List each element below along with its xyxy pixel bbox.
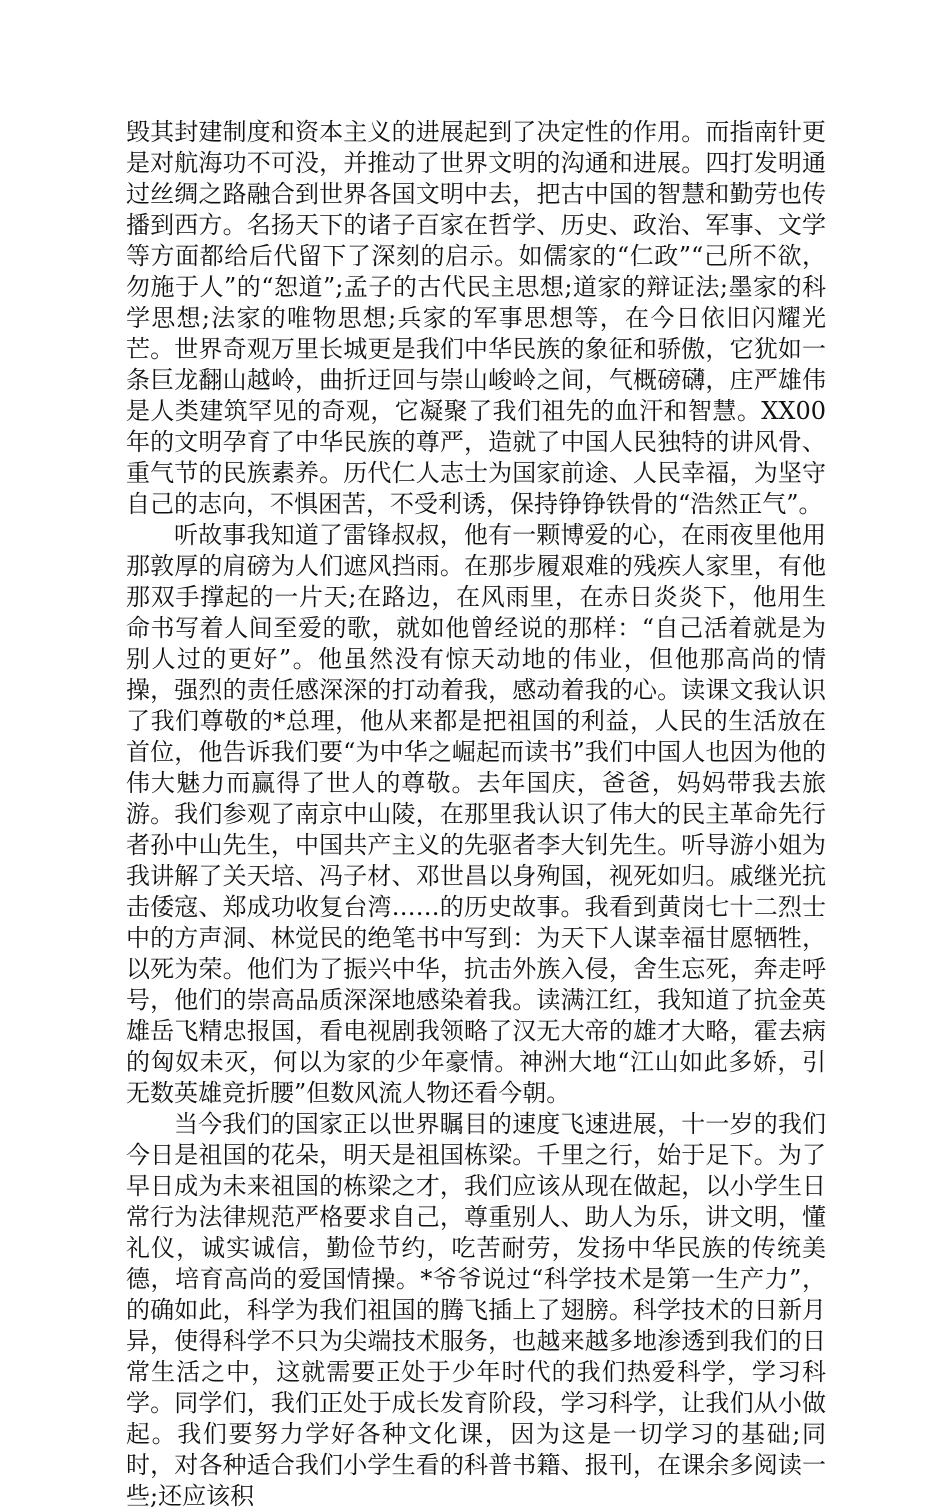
paragraph-3: 当今我们的国家正以世界瞩目的速度飞速进展，十一岁的我们今日是祖国的花朵，明天是祖国栋梁。千里之行，始于足下。为了早日成为未来祖国的栋梁之才，我们应该从现在做起，以小学生日常行为法律规范严格要求自己，尊重别人、助人为乐，讲文明，懂礼仪，诚实诚信，勤俭节约，吃苦耐劳，发扬中华民族的传统美德，培育高尚的爱国情操。*爷爷说过“科学技术是第一生产力”，的确如此，科学为我们祖国的腾飞插上了翅膀。科学技术的日新月异，使得科学不只为尖端技术服务，也越来越多地渗透到我们的日常生活之中，这就需要正处于少年时代的我们热爱科学，学习科学。同学们，我们正处于成长发育阶段，学习科学，让我们从小做起。我们要努力学好各种文化课，因为这是一切学习的基础;同时，对各种适合我们小学生看的科普书籍、报刊，在课余多阅读一些;还应该积 [126, 1110, 826, 1510]
document-body [126, 117, 826, 1512]
paragraph-1: 毁其封建制度和资本主义的进展起到了决定性的作用。而指南针更是对航海功不可没，并推动了世界文明的沟通和进展。四打发明通过丝绸之路融合到世界各国文明中去，把古中国的智慧和勤劳也传播到西方。名扬天下的诸子百家在哲学、历史、政治、军事、文学等方面都给后代留下了深刻的启示。如儒家的“仁政”“己所不欲，勿施于人”的“恕道”;孟子的古代民主思想;道家的辩证法;墨家的科学思想;法家的唯物思想;兵家的军事思想等，在今日依旧闪耀光芒。世界奇观万里长城更是我们中华民族的象征和骄傲，它犹如一条巨龙翻山越岭，曲折迂回与崇山峻岭之间，气概磅礴，庄严雄伟是人类建筑罕见的奇观，它凝聚了我们祖先的血汗和智慧。XX00年的文明孕育了中华民族的尊严，造就了中国人民独特的讲风骨、重气节的民族素养。历代仁人志士为国家前途、人民幸福，为坚守自己的志向，不惧困苦，不受利诱，保持铮铮铁骨的“浩然正气”。 [126, 118, 826, 518]
paragraph-2: 听故事我知道了雷锋叔叔，他有一颗博爱的心，在雨夜里他用那敦厚的肩磅为人们遮风挡雨。在那步履艰难的残疾人家里，有他那双手撑起的一片天;在路边，在风雨里，在赤日炎炎下，他用生命书写着人间至爱的歌，就如他曾经说的那样：“自己活着就是为别人过的更好”。他虽然没有惊天动地的伟业，但他那高尚的情操，强烈的责任感深深的打动着我，感动着我的心。读课文我认识了我们尊敬的*总理，他从来都是把祖国的利益，人民的生活放在首位，他告诉我们要“为中华之崛起而读书”我们中国人也因为他的伟大魅力而赢得了世人的尊敬。去年国庆，爸爸，妈妈带我去旅游。我们参观了南京中山陵，在那里我认识了伟大的民主革命先行者孙中山先生，中国共产主义的先驱者李大钊先生。听导游小姐为我讲解了关天培、冯子材、邓世昌以身殉国，视死如归。戚继光抗击倭寇、郑成功收复台湾……的历史故事。我看到黄岗七十二烈士中的方声洞、林觉民的绝笔书中写到：为天下人谋幸福甘愿牺牲，以死为荣。他们为了振兴中华，抗击外族入侵，舍生忘死，奔走呼号，他们的崇高品质深深地感染着我。读满江红，我知道了抗金英雄岳飞精忠报国，看电视剧我领略了汉无大帝的雄才大略，霍去病的匈奴未灭，何以为家的少年豪情。神洲大地“江山如此多娇，引无数英雄竞折腰”但数风流人物还看今朝。 [126, 521, 826, 1107]
